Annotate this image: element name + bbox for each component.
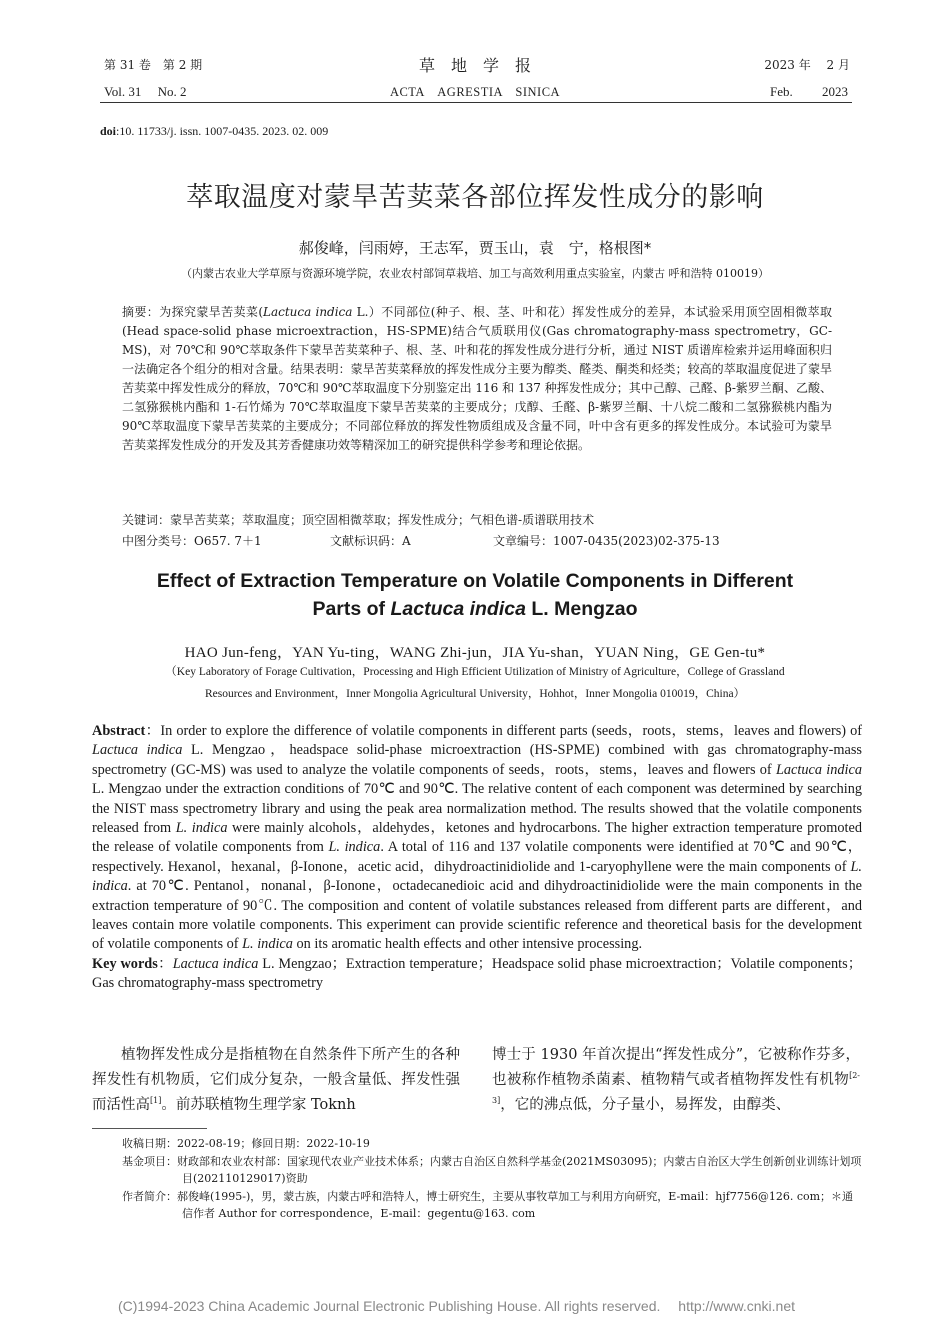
doi-label: doi [100,124,117,138]
footnote-rule [92,1128,207,1129]
abstract-en-italic: Lactuca indica [92,742,183,759]
classification-row [122,532,832,549]
abstract-en-text: were mainly alcohols，aldehydes，ketones and hydrocarbons. The higher extraction temperature promoted the release of volatile components from [92,820,862,856]
volume-issue-en: Vol. 31 No. 2 [104,84,187,99]
body-text: 博士于 1930 年首次提出“挥发性成分”，它被称作芬多，也被称作植物杀菌素、植物精气或者植物挥发性有机物 [492,1047,860,1088]
citation-ref[interactable]: [1] [150,1096,162,1106]
doi[interactable] [100,124,328,139]
funding-text: 财政部和农业农村部：国家现代农业产业技术体系；内蒙古自治区自然科学基金(2021MS03095)；内蒙古自治区大学生创新创业训练计划项目(202110129017)资助 [177,1154,862,1185]
affiliation-en [0,661,950,705]
affiliation-cn: （内蒙古农业大学草原与资源环境学院，农业农村部饲草栽培、加工与高效利用重点实验室，内蒙古 呼和浩特 010019） [181,267,769,280]
abstract-en-label: Abstract [92,723,146,739]
abstract-cn-latin: Lactuca indica [263,305,353,319]
header-rule [100,102,852,103]
author-note-text: 郝俊峰(1995-)，男，蒙古族，内蒙古呼和浩特人，博士研究生，主要从事牧草加工与利用方向研究，E-mail：hjf7756@126. com；＊通信作者 Author for correspondence，E-mail：gegentu@163. com [177,1189,854,1220]
abstract-en-italic: L. indica [92,858,862,895]
footnotes [122,1135,862,1223]
authors-cn: 郝俊峰，闫雨婷，王志军，贾玉山，袁 宁，格根图* [298,239,652,257]
affiliation-en-line1: （Key Laboratory of Forage Cultivation，Processing and High Efficient Utilization of Ministry of Agriculture，College of Grassland [165,666,785,678]
keywords-en-sep: ： [157,955,173,972]
keywords-cn [122,511,832,528]
clc-number: 中图分类号：O657. 7＋1 [122,534,262,548]
funding-note [122,1153,862,1188]
abstract-en-italic: L. indica [328,839,381,856]
funding-label: 基金项目： [122,1154,177,1168]
keywords-cn-text: 蒙旱苦荬菜；萃取温度；顶空固相微萃取；挥发性成分；气相色谱-质谱联用技术 [170,513,595,527]
abstract-cn [122,303,832,455]
copyright-footer: (C)1994-2023 China Academic Journal Electronic Publishing House. All rights reserved. http://www.cnki.net [118,1298,795,1314]
author-note-label: 作者简介： [122,1189,177,1203]
abstract-en [92,722,862,994]
body-column-left [92,1043,460,1118]
abstract-en-italic: L. indica [242,936,293,953]
page-title-en [0,567,950,623]
authors-en: HAO Jun-feng，YAN Yu-ting，WANG Zhi-jun，JIA Yu-shan，YUAN Ning，GE Gen-tu* [184,645,766,661]
journal-title-en: ACTA AGRESTIA SINICA [389,85,561,99]
keywords-en [92,955,862,994]
abstract-en-text: on its aromatic health effects and other intensive processing. [292,936,643,953]
title-en-italic: Lactuca indica [390,598,526,620]
page-title-cn: 萃取温度对蒙旱苦荬菜各部位挥发性成分的影响 [186,182,764,213]
date-en: Feb. 2023 [769,84,848,99]
abstract-en-text: ：In order to explore the difference of volatile components in different parts (seeds，roots，stems，leaves and flowers) of [145,723,862,739]
body-text: 。前苏联植物生理学家 Toknh [161,1097,356,1113]
received-date: 收稿日期：2022-08-19；修回日期：2022-10-19 [122,1137,370,1150]
author-note [122,1188,862,1223]
keywords-en-italic: Lactuca indica [172,955,259,972]
title-en-suffix: L. Mengzao [525,598,638,620]
abstract-cn-text: 为探究蒙旱苦荬菜( [159,305,263,319]
abstract-en-text: . A total of 116 and 137 volatile components were identified at 70℃ and 90℃，respectively. Hexanol，hexanal，β-Ionone，acetic acid，dihydroactinidiolide and 1-caryophyllene were the main components of [92,839,862,875]
journal-title-cn: 草 地 学 报 [418,56,531,75]
doi-value: :10. 11733/j. issn. 1007-0435. 2023. 02. 009 [116,124,329,138]
keywords-en-label: Key words [92,955,158,972]
citation-ref[interactable]: [2-3] [492,1071,860,1106]
title-en-line2 [0,595,950,623]
abstract-en-italic: Lactuca indica [775,761,862,778]
body-column-right [492,1043,860,1118]
title-en-line1: Effect of Extraction Temperature on Volatile Components in Different [156,570,794,592]
abstract-en-text: L. Mengzao，headspace solid-phase microextraction (HS-SPME) combined with gas chromatography-mass spectrometry (GC-MS) was used to analyze the volatile components of seeds，roots，stems，leaves and flowers of [92,742,863,778]
affiliation-en-line2: Resources and Environment，Inner Mongolia Agricultural University，Hohhot，Inner Mongolia 010019，China） [204,688,746,700]
abstract-cn-label: 摘要： [122,305,160,319]
keywords-en-text: L. Mengzao；Extraction temperature；Headspace solid phase microextraction；Volatile components；Gas chromatography-mass spectrometry [92,955,863,992]
document-code: 文献标识码：A [330,534,411,548]
keywords-cn-label: 关键词： [122,513,171,527]
article-number: 文章编号：1007-0435(2023)02-375-13 [493,534,720,548]
abstract-cn-text-2: L.）不同部位(种子、根、茎、叶和花）挥发性成分的差异，本试验采用顶空固相微萃取(Head space-solid phase microextraction，HS-SPME)结合气质联用仪(Gas chromatography-mass spectrometry，GC-MS)，对 70℃和 90℃萃取条件下蒙旱苦荬菜种子、根、茎、叶和花的挥发性成分进行分析，通过 NIST 质谱库检索并运用峰面积归一法确定各个组分的相对含量。结果表明：蒙旱苦荬菜释放的挥发性成分主要为醇类、醛类、酮类和烃类；较高的萃取温度促进了蒙旱苦荬菜中挥发性成分的释放，70℃和 90℃萃取温度下分别鉴定出 116 和 137 种挥发性成分；其中己醇、己醛、β-紫罗兰酮、乙酸、二氢猕猴桃内酯和 1-石竹烯为 70℃萃取温度下蒙旱苦荬菜的主要成分；戊醇、壬醛、β-紫罗兰酮、十八烷二酸和二氢猕猴桃内酯为 90℃萃取温度下蒙旱苦荬菜的主要成分；不同部位释放的挥发性物质组成及含量不同，叶中含有更多的挥发性成分。本试验可为蒙旱苦荬菜挥发性成分的开发及其芳香健康功效等精深加工的研究提供科学参考和理论依据。 [122,305,832,452]
date-cn: 2023 年 2 月 [764,58,850,72]
title-en-prefix: Parts of [312,598,391,620]
volume-issue-cn: 第 31 卷 第 2 期 [104,58,203,72]
abstract-en-text: L. Mengzao under the extraction conditions of 70℃ and 90℃. The relative content of each component was determined by searching the NIST mass spectrometry library and using the peak area normalization method. The results showed that the volatile components released from [92,781,862,837]
abstract-en-italic: L. indica [175,820,228,837]
body-text: 植物挥发性成分是指植物在自然条件下所产生的各种挥发性有机物质，它们成分复杂，一般含量低、挥发性强而活性高 [92,1047,460,1113]
body-text: ，它的沸点低，分子量小，易挥发，由醇类、 [500,1097,791,1113]
abstract-en-text: . at 70℃. Pentanol，nonanal，β-Ionone，octadecanedioic acid and dihydroactinidiolide were the main components in the extraction temperature of 90℃. The composition and content of volatile substances released from different parts are different，and leaves contain more volatile components. This experiment can provide scientific reference and theoretical basis for the development of volatile components of [92,878,862,953]
